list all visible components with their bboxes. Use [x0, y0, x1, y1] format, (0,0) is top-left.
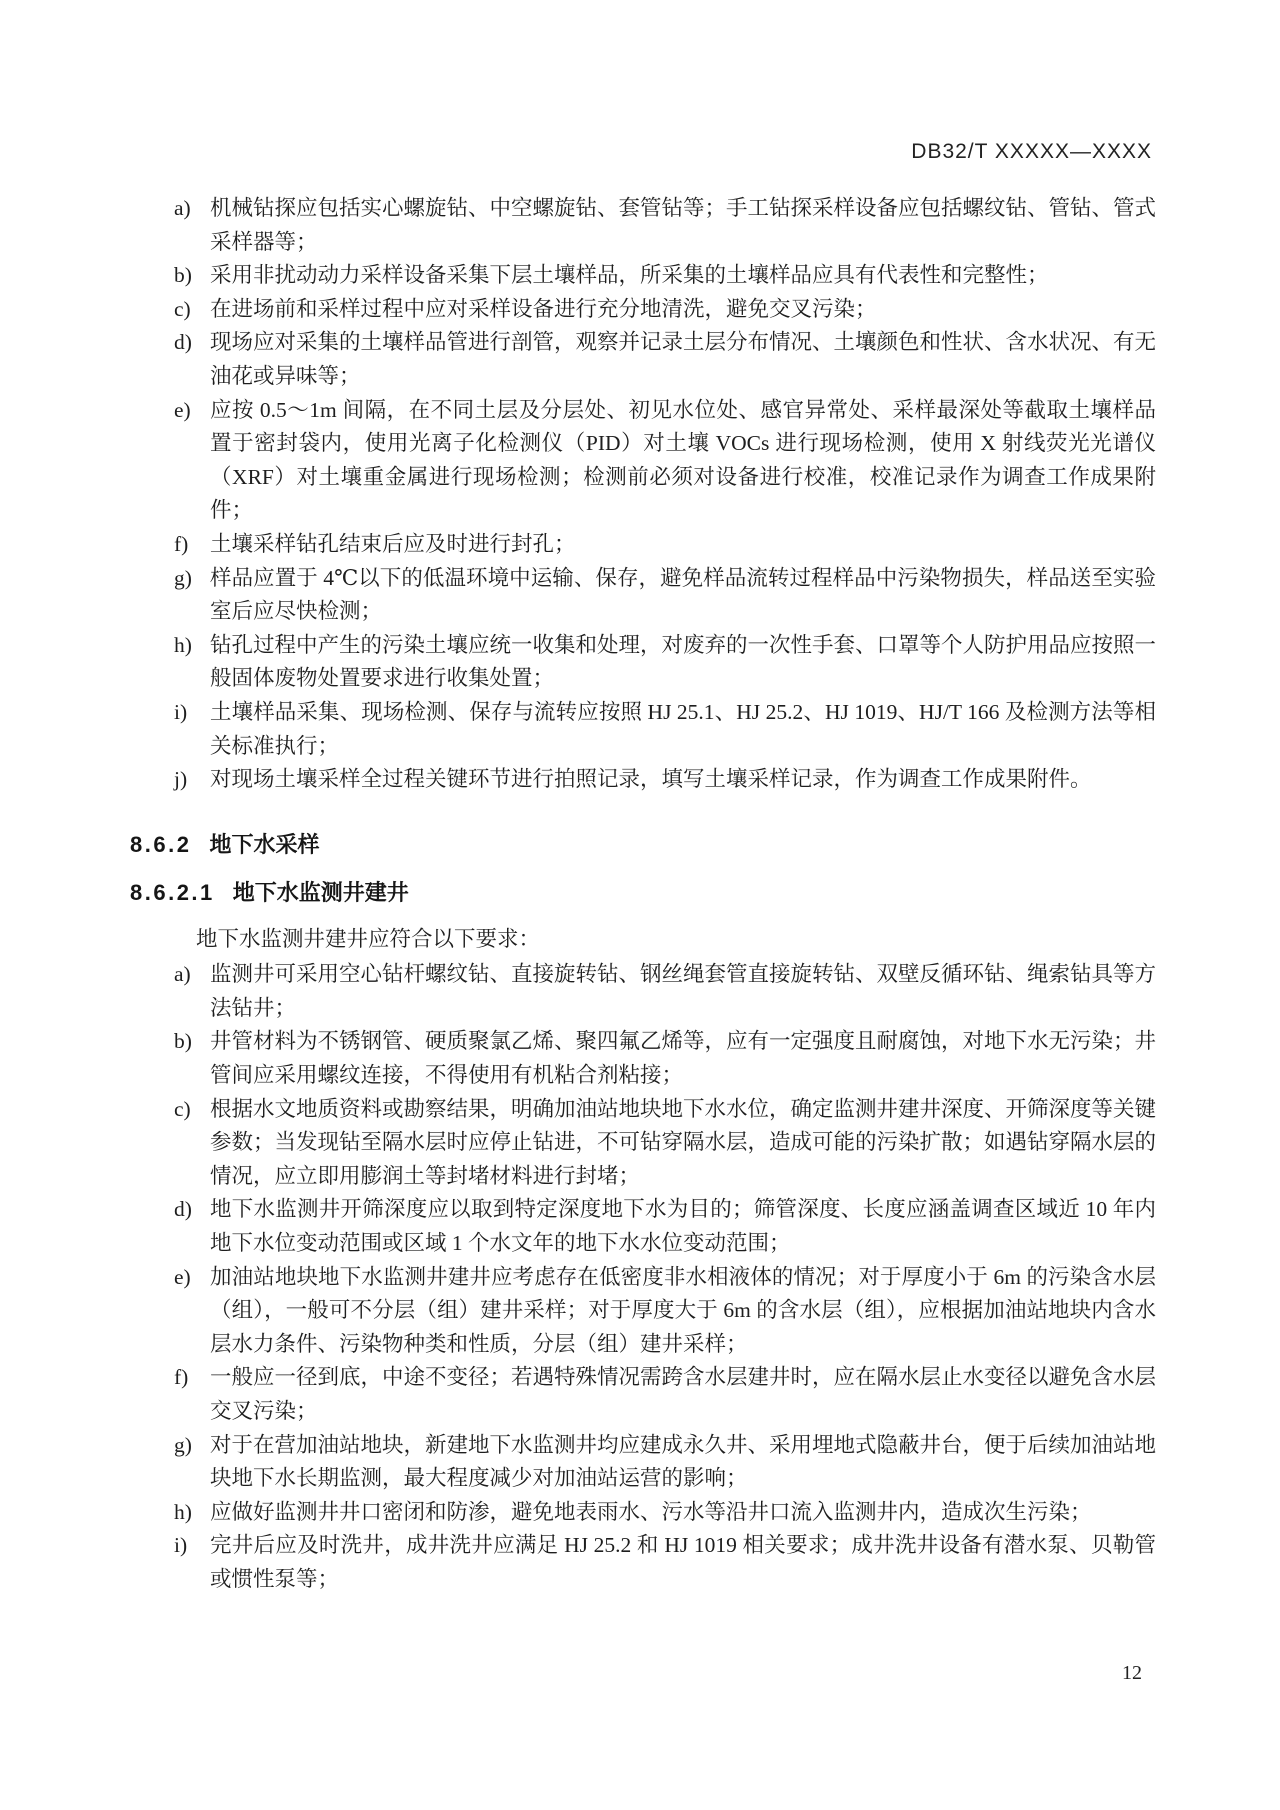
content-area: [130, 192, 1156, 1597]
list-item-label: b): [174, 263, 192, 288]
list-item-text: 应做好监测井井口密闭和防渗，避免地表雨水、污水等沿井口流入监测井内，造成次生污染；: [210, 1499, 1092, 1524]
list-item-label: d): [174, 330, 192, 355]
list-item: [130, 1193, 1156, 1260]
list-item-text: 加油站地块地下水监测井建井应考虑存在低密度非水相液体的情况；对于厚度小于 6m 的污染含水层（组），一般可不分层（组）建井采样；对于厚度大于 6m 的含水层（组），应根据加油站地块内含水层水力条件、污染物种类和性质，分层（组）建井采样；: [210, 1264, 1156, 1356]
list-item-label: a): [174, 962, 191, 987]
list-item: [130, 696, 1156, 763]
list-item-label: c): [174, 296, 191, 321]
list-item-text: 现场应对采集的土壤样品管进行剖管，观察并记录土层分布情况、土壤颜色和性状、含水状况、有无油花或异味等；: [210, 330, 1157, 388]
list-item-text: 根据水文地质资料或勘察结果，明确加油站地块地下水水位，确定监测井建井深度、开筛深度等关键参数；当发现钻至隔水层时应停止钻进，不可钻穿隔水层，造成可能的污染扩散；如遇钻穿隔水层的情况，应立即用膨润土等封堵材料进行封堵；: [210, 1096, 1157, 1188]
list-item-text: 机械钻探应包括实心螺旋钻、中空螺旋钻、套管钻等；手工钻探采样设备应包括螺纹钻、管钻、管式采样器等；: [210, 196, 1157, 254]
list-item-text: 应按 0.5～1m 间隔，在不同土层及分层处、初见水位处、感官异常处、采样最深处等截取土壤样品置于密封袋内，使用光离子化检测仪（PID）对土壤 VOCs 进行现场检测，使用 X 射线荧光光谱仪（XRF）对土壤重金属进行现场检测；检测前必须对设备进行校准，校准记录作为调查工作成果附件；: [210, 397, 1156, 523]
list-item: [130, 528, 1156, 562]
list-item: [130, 562, 1156, 629]
list-item-label: d): [174, 1197, 192, 1222]
soil-sampling-list: [130, 192, 1156, 797]
doc-code: DB32/T XXXXX—XXXX: [911, 140, 1152, 163]
list-item-label: i): [174, 1533, 188, 1558]
list-item-label: c): [174, 1096, 191, 1121]
list-item: [130, 1261, 1156, 1362]
list-item: [130, 326, 1156, 393]
list-item: [130, 1025, 1156, 1092]
list-item-label: j): [174, 767, 188, 792]
well-construction-list: [130, 958, 1156, 1596]
list-item: [130, 293, 1156, 327]
section-title: 地下水监测井建井: [232, 879, 409, 905]
list-item-text: 监测井可采用空心钻杆螺纹钻、直接旋转钻、钢丝绳套管直接旋转钻、双壁反循环钻、绳索钻具等方法钻井；: [210, 962, 1157, 1020]
list-item-label: h): [174, 1499, 192, 1524]
list-item-label: h): [174, 632, 192, 657]
list-item-label: b): [174, 1029, 192, 1054]
list-item: [130, 958, 1156, 1025]
list-item-text: 在进场前和采样过程中应对采样设备进行充分地清洗，避免交叉污染；: [210, 296, 877, 321]
intro-paragraph: 地下水监测井建井应符合以下要求：: [196, 926, 541, 951]
section-number: 8.6.2: [130, 831, 192, 857]
list-item: [130, 629, 1156, 696]
list-item-text: 样品应置于 4℃以下的低温环境中运输、保存，避免样品流转过程样品中污染物损失，样品送至实验室后应尽快检测；: [210, 565, 1156, 624]
list-item-text: 土壤样品采集、现场检测、保存与流转应按照 HJ 25.1、HJ 25.2、HJ 1019、HJ/T 166 及检测方法等相关标准执行；: [210, 699, 1156, 758]
section-title: 地下水采样: [209, 831, 320, 857]
page-number: 12: [1122, 1662, 1142, 1684]
list-item-text: 采用非扰动动力采样设备采集下层土壤样品，所采集的土壤样品应具有代表性和完整性；: [210, 263, 1049, 288]
list-item: [130, 1429, 1156, 1496]
list-item-label: g): [174, 1432, 192, 1457]
list-item: [130, 1529, 1156, 1596]
list-item: [130, 259, 1156, 293]
list-item-label: e): [174, 397, 191, 422]
section-heading-8-6-2-1: [130, 876, 1156, 910]
list-item-text: 钻孔过程中产生的污染土壤应统一收集和处理，对废弃的一次性手套、口罩等个人防护用品应按照一般固体废物处置要求进行收集处置；: [210, 632, 1157, 691]
list-item-text: 地下水监测井开筛深度应以取到特定深度地下水为目的；筛管深度、长度应涵盖调查区域近 10 年内地下水位变动范围或区域 1 个水文年的地下水水位变动范围；: [210, 1197, 1156, 1256]
list-item-label: f): [174, 531, 189, 556]
list-item-text: 土壤采样钻孔结束后应及时进行封孔；: [210, 531, 576, 556]
section-heading-8-6-2: [130, 828, 1156, 862]
list-item-label: g): [174, 565, 192, 590]
list-item-label: f): [174, 1365, 189, 1390]
list-item-text: 对现场土壤采样全过程关键环节进行拍照记录，填写土壤采样记录，作为调查工作成果附件。: [210, 767, 1092, 792]
list-item: [130, 192, 1156, 259]
list-item: [130, 394, 1156, 528]
list-item: [130, 763, 1156, 797]
list-item-label: a): [174, 196, 191, 220]
list-item-text: 对于在营加油站地块，新建地下水监测井均应建成永久井、采用埋地式隐蔽井台，便于后续加油站地块地下水长期监测，最大程度减少对加油站运营的影响；: [210, 1432, 1157, 1491]
list-item-label: e): [174, 1264, 191, 1289]
list-item-label: i): [174, 699, 188, 724]
list-item-text: 井管材料为不锈钢管、硬质聚氯乙烯、聚四氟乙烯等，应有一定强度且耐腐蚀，对地下水无污染；井管间应采用螺纹连接，不得使用有机粘合剂粘接；: [210, 1029, 1157, 1088]
list-item: [130, 1496, 1156, 1530]
list-item: [130, 1361, 1156, 1428]
list-item-text: 完井后应及时洗井，成井洗井应满足 HJ 25.2 和 HJ 1019 相关要求；成井洗井设备有潜水泵、贝勒管或惯性泵等；: [210, 1533, 1156, 1591]
list-item-text: 一般应一径到底，中途不变径；若遇特殊情况需跨含水层建井时，应在隔水层止水变径以避免含水层交叉污染；: [210, 1365, 1157, 1423]
section-number: 8.6.2.1: [130, 879, 215, 905]
list-item: [130, 1093, 1156, 1194]
